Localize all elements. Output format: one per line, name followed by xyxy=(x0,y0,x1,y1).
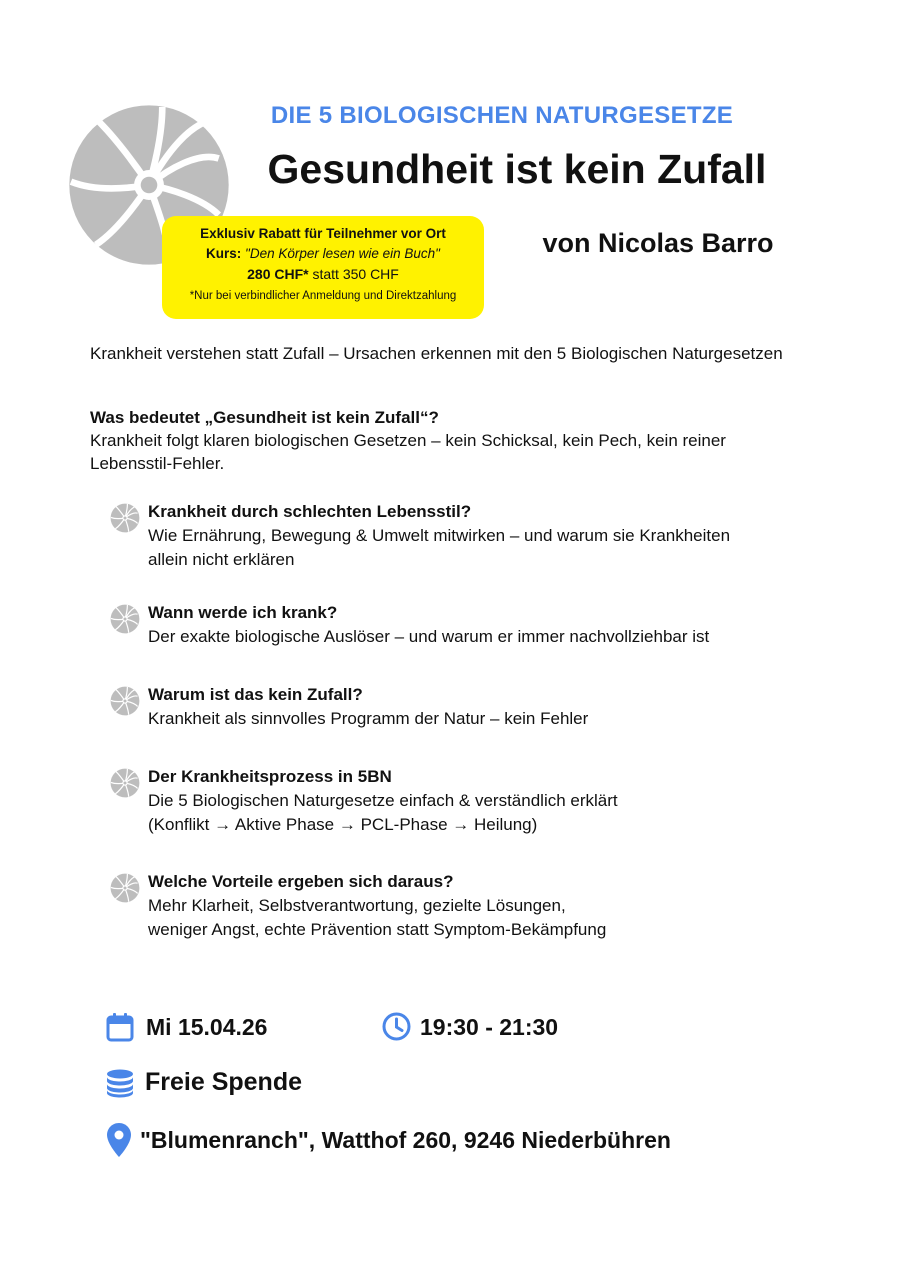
spiral-bullet-icon xyxy=(110,768,140,798)
list-item xyxy=(110,765,810,837)
question-heading: Was bedeutet „Gesundheit ist kein Zufall“? xyxy=(90,408,439,427)
spiral-bullet-icon xyxy=(110,873,140,903)
event-location: "Blumenranch", Watthof 260, 9246 Niederbühren xyxy=(140,1127,671,1153)
bullet-heading: Der Krankheitsprozess in 5BN xyxy=(148,767,392,786)
bullet-text: (Konflikt → Aktive Phase → PCL-Phase → Heilung) xyxy=(148,815,538,834)
promo-box xyxy=(162,216,484,319)
bullet-heading: Warum ist das kein Zufall? xyxy=(148,685,363,704)
promo-price xyxy=(162,264,484,285)
spiral-bullet-icon xyxy=(110,604,140,634)
coins-icon xyxy=(104,1068,136,1098)
spiral-bullet-icon xyxy=(110,503,140,533)
bullet-text: allein nicht erklären xyxy=(148,550,295,569)
event-subtitle: DIE 5 BIOLOGISCHEN NATURGESETZE xyxy=(270,102,734,129)
promo-course xyxy=(162,244,484,264)
question-text: Krankheit folgt klaren biologischen Gesetzen – kein Schicksal, kein Pech, kein reiner Lebensstil-Fehler. xyxy=(90,431,726,473)
bullet-text: Mehr Klarheit, Selbstverantwortung, gezielte Lösungen, xyxy=(148,896,566,915)
intro-text: Krankheit verstehen statt Zufall – Ursachen erkennen mit den 5 Biologischen Naturgesetzen xyxy=(90,344,783,363)
bullet-heading: Welche Vorteile ergeben sich daraus? xyxy=(148,872,454,891)
list-item xyxy=(110,683,810,731)
promo-headline: Exklusiv Rabatt für Teilnehmer vor Ort xyxy=(200,226,446,241)
calendar-icon xyxy=(106,1012,134,1042)
bullet-text: Der exakte biologische Auslöser – und warum er immer nachvollziehbar ist xyxy=(148,627,710,646)
list-item xyxy=(110,870,810,942)
bullet-heading: Krankheit durch schlechten Lebensstil? xyxy=(148,502,472,521)
bullet-text: Wie Ernährung, Bewegung & Umwelt mitwirken – und warum sie Krankheiten xyxy=(148,526,731,545)
promo-course-label: Kurs: xyxy=(206,246,242,261)
bullet-heading: Wann werde ich krank? xyxy=(148,603,338,622)
promo-note: *Nur bei verbindlicher Anmeldung und Direktzahlung xyxy=(189,290,457,302)
list-item xyxy=(110,601,810,649)
event-date: Mi 15.04.26 xyxy=(146,1014,268,1040)
event-title: Gesundheit ist kein Zufall xyxy=(267,146,767,192)
list-item xyxy=(110,500,810,572)
bullet-text: weniger Angst, echte Prävention statt Symptom-Bekämpfung xyxy=(148,920,607,939)
event-time: 19:30 - 21:30 xyxy=(420,1014,559,1040)
bullet-text: Krankheit als sinnvolles Programm der Natur – kein Fehler xyxy=(148,709,589,728)
promo-course-title: "Den Körper lesen wie ein Buch" xyxy=(245,246,440,261)
event-price: Freie Spende xyxy=(145,1068,302,1096)
map-pin-icon xyxy=(106,1122,132,1158)
spiral-bullet-icon xyxy=(110,686,140,716)
author-name: von Nicolas Barro xyxy=(542,228,774,258)
question-block xyxy=(90,406,810,475)
bullet-text: Die 5 Biologischen Naturgesetze einfach & verständlich erklärt xyxy=(148,791,618,810)
clock-icon xyxy=(382,1012,411,1041)
promo-price-old: statt 350 CHF xyxy=(308,266,399,282)
promo-price-new: 280 CHF* xyxy=(247,266,309,282)
